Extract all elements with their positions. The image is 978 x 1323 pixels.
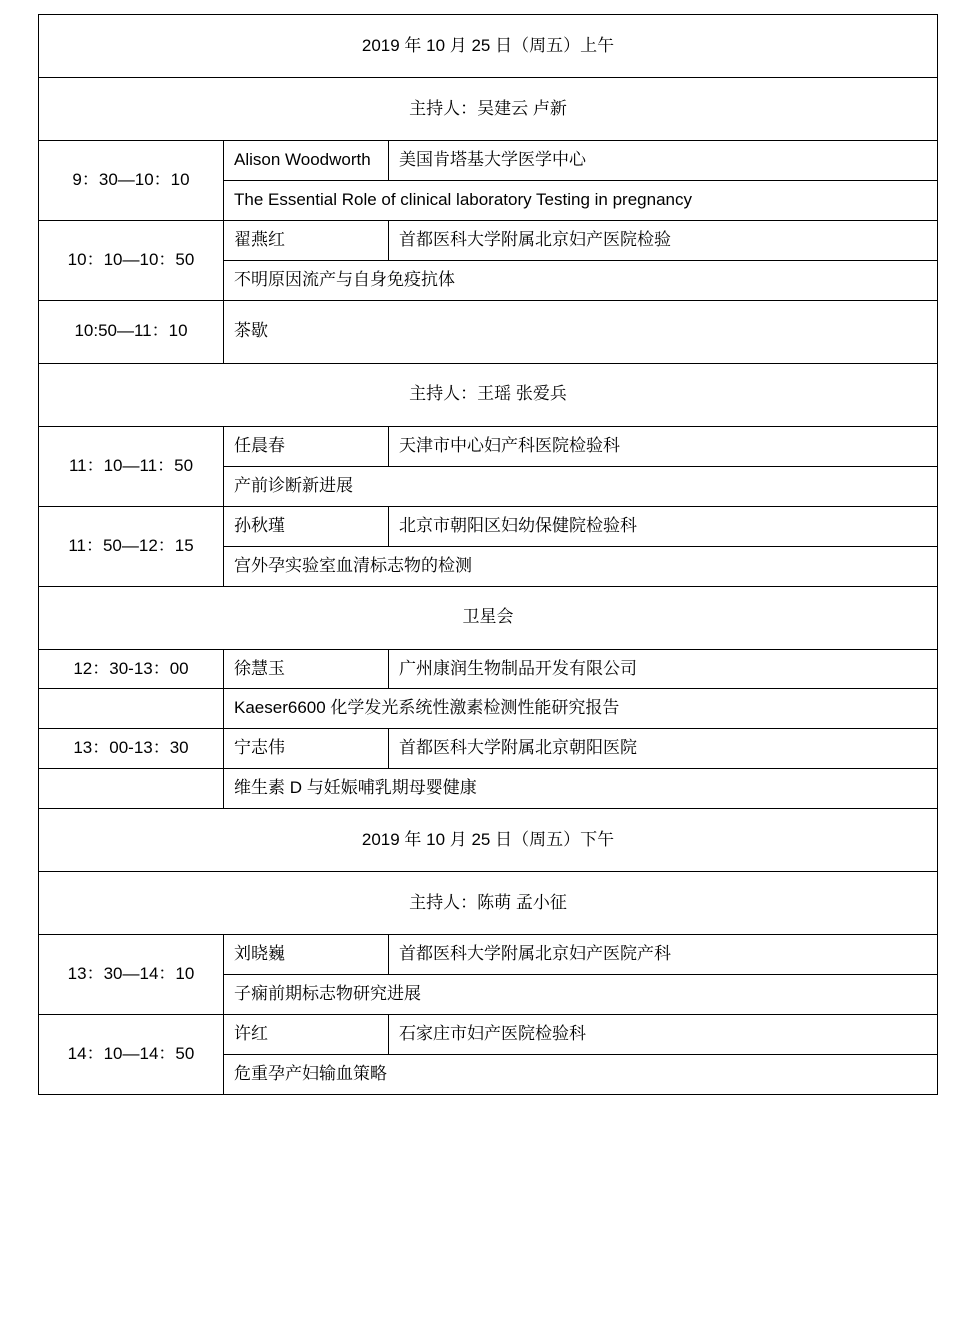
session-chair: 主持人：陈萌 孟小征	[39, 872, 938, 935]
table-row	[39, 809, 938, 872]
agenda-table	[38, 14, 938, 1095]
table-row	[39, 363, 938, 426]
table-row	[39, 689, 938, 729]
table-row	[39, 300, 938, 363]
session-topic: 产前诊断新进展	[224, 466, 938, 506]
table-row	[39, 649, 938, 689]
session-time: 13：30—14：10	[39, 935, 224, 1015]
table-row	[39, 1015, 938, 1055]
table-row	[39, 729, 938, 769]
speaker-org: 广州康润生物制品开发有限公司	[389, 649, 938, 689]
speaker-org: 石家庄市妇产医院检验科	[389, 1015, 938, 1055]
session-topic: 不明原因流产与自身免疫抗体	[224, 260, 938, 300]
session-topic: 宫外孕实验室血清标志物的检测	[224, 546, 938, 586]
session-time: 13：00-13：30	[39, 729, 224, 769]
speaker-name: Alison Woodworth	[224, 141, 389, 181]
session-time-empty	[39, 689, 224, 729]
speaker-org: 天津市中心妇产科医院检验科	[389, 426, 938, 466]
session-time: 9：30—10：10	[39, 141, 224, 221]
table-row	[39, 506, 938, 546]
table-row	[39, 220, 938, 260]
table-row	[39, 78, 938, 141]
speaker-org: 美国肯塔基大学医学中心	[389, 141, 938, 181]
session-chair: 主持人：王瑶 张爱兵	[39, 363, 938, 426]
speaker-name: 刘晓巍	[224, 935, 389, 975]
table-row	[39, 426, 938, 466]
speaker-name: 孙秋瑾	[224, 506, 389, 546]
table-row	[39, 935, 938, 975]
session-time: 11：50—12：15	[39, 506, 224, 586]
speaker-name: 任晨春	[224, 426, 389, 466]
speaker-name: 许红	[224, 1015, 389, 1055]
session-date-header: 2019 年 10 月 25 日（周五）下午	[39, 809, 938, 872]
session-time: 11：10—11：50	[39, 426, 224, 506]
agenda-table-body	[39, 15, 938, 1095]
table-row	[39, 15, 938, 78]
speaker-name: 翟燕红	[224, 220, 389, 260]
break-time: 10:50—11：10	[39, 300, 224, 363]
speaker-org: 北京市朝阳区妇幼保健院检验科	[389, 506, 938, 546]
table-row	[39, 141, 938, 181]
session-chair: 主持人：吴建云 卢新	[39, 78, 938, 141]
session-date-header: 2019 年 10 月 25 日（周五）上午	[39, 15, 938, 78]
break-label: 茶歇	[224, 300, 938, 363]
table-row	[39, 586, 938, 649]
session-topic: Kaeser6600 化学发光系统性激素检测性能研究报告	[224, 689, 938, 729]
session-time: 12：30-13：00	[39, 649, 224, 689]
satellite-meeting-header: 卫星会	[39, 586, 938, 649]
table-row	[39, 769, 938, 809]
session-topic: The Essential Role of clinical laboratory Testing in pregnancy	[224, 180, 938, 220]
speaker-org: 首都医科大学附属北京妇产医院产科	[389, 935, 938, 975]
session-time-empty	[39, 769, 224, 809]
session-topic: 危重孕产妇输血策略	[224, 1055, 938, 1095]
session-time: 14：10—14：50	[39, 1015, 224, 1095]
speaker-org: 首都医科大学附属北京妇产医院检验	[389, 220, 938, 260]
speaker-org: 首都医科大学附属北京朝阳医院	[389, 729, 938, 769]
speaker-name: 宁志伟	[224, 729, 389, 769]
speaker-name: 徐慧玉	[224, 649, 389, 689]
session-topic: 子痫前期标志物研究进展	[224, 975, 938, 1015]
table-row	[39, 872, 938, 935]
session-topic: 维生素 D 与妊娠哺乳期母婴健康	[224, 769, 938, 809]
session-time: 10：10—10：50	[39, 220, 224, 300]
